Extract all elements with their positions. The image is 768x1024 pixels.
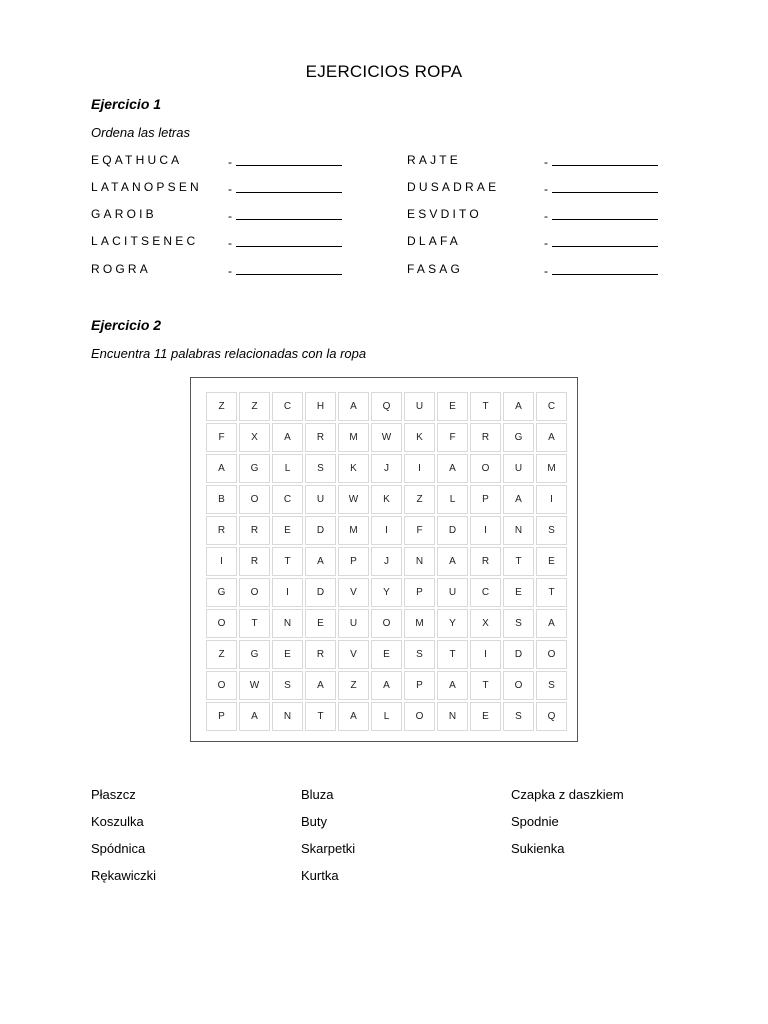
vocabulary-word: Bluza — [301, 787, 334, 802]
answer-blank[interactable] — [544, 153, 658, 169]
grid-cell[interactable]: Y — [437, 609, 468, 638]
grid-cell[interactable]: L — [437, 485, 468, 514]
grid-cell[interactable]: S — [272, 671, 303, 700]
grid-cell[interactable]: B — [206, 485, 237, 514]
word-search-frame — [190, 377, 578, 742]
grid-cell[interactable]: C — [470, 578, 501, 607]
page-title: EJERCICIOS ROPA — [305, 62, 463, 81]
grid-cell[interactable]: O — [239, 578, 270, 607]
grid-cell[interactable]: O — [239, 485, 270, 514]
grid-cell[interactable]: G — [239, 454, 270, 483]
grid-cell[interactable]: T — [305, 702, 336, 731]
scrambled-word: LATANOPSEN — [91, 180, 202, 194]
answer-dash: - — [228, 209, 232, 223]
grid-cell[interactable]: N — [437, 702, 468, 731]
scrambled-word: FASAG — [407, 262, 464, 276]
grid-cell[interactable]: V — [338, 578, 369, 607]
grid-cell[interactable]: T — [272, 547, 303, 576]
scrambled-row — [0, 234, 768, 254]
grid-cell[interactable]: T — [239, 609, 270, 638]
scrambled-word: DLAFA — [407, 234, 462, 248]
answer-blank[interactable] — [544, 180, 658, 196]
grid-cell[interactable]: P — [470, 485, 501, 514]
vocabulary-word: Płaszcz — [91, 787, 136, 802]
grid-cell[interactable]: Z — [206, 392, 237, 421]
grid-cell[interactable]: T — [470, 671, 501, 700]
grid-cell[interactable]: U — [437, 578, 468, 607]
exercise-1-instruction: Ordena las letras — [91, 125, 190, 140]
grid-cell[interactable]: C — [272, 392, 303, 421]
grid-cell[interactable]: P — [404, 671, 435, 700]
grid-cell[interactable]: X — [239, 423, 270, 452]
grid-cell[interactable]: O — [503, 671, 534, 700]
grid-cell[interactable]: Z — [404, 485, 435, 514]
grid-cell[interactable]: L — [371, 702, 402, 731]
grid-cell[interactable]: A — [536, 609, 567, 638]
grid-cell[interactable]: T — [503, 547, 534, 576]
scrambled-word: GAROIB — [91, 207, 157, 221]
grid-cell[interactable]: K — [371, 485, 402, 514]
grid-cell[interactable]: V — [338, 640, 369, 669]
grid-cell[interactable]: R — [470, 423, 501, 452]
grid-cell[interactable]: E — [272, 640, 303, 669]
grid-cell[interactable]: A — [437, 671, 468, 700]
grid-cell[interactable]: T — [536, 578, 567, 607]
grid-cell[interactable]: R — [239, 547, 270, 576]
grid-cell[interactable]: U — [404, 392, 435, 421]
grid-cell[interactable]: O — [371, 609, 402, 638]
grid-cell[interactable]: S — [305, 454, 336, 483]
grid-cell[interactable]: N — [272, 702, 303, 731]
grid-cell[interactable]: Y — [371, 578, 402, 607]
grid-cell[interactable]: T — [470, 392, 501, 421]
grid-cell[interactable]: F — [404, 516, 435, 545]
grid-cell[interactable]: A — [206, 454, 237, 483]
vocabulary-word: Spodnie — [511, 814, 559, 829]
grid-cell[interactable]: T — [437, 640, 468, 669]
grid-cell[interactable]: E — [272, 516, 303, 545]
answer-blank[interactable] — [544, 262, 658, 278]
answer-blank[interactable] — [228, 262, 342, 278]
grid-cell[interactable]: I — [272, 578, 303, 607]
grid-cell[interactable]: M — [338, 516, 369, 545]
grid-cell[interactable]: W — [239, 671, 270, 700]
scrambled-word: EQATHUCA — [91, 153, 183, 167]
answer-dash: - — [544, 264, 548, 278]
grid-cell[interactable]: Z — [239, 392, 270, 421]
grid-cell[interactable]: S — [503, 609, 534, 638]
grid-cell[interactable]: U — [305, 485, 336, 514]
grid-cell[interactable]: R — [305, 640, 336, 669]
grid-cell[interactable]: Q — [371, 392, 402, 421]
grid-cell[interactable]: R — [470, 547, 501, 576]
grid-cell[interactable]: M — [338, 423, 369, 452]
vocabulary-word: Spódnica — [91, 841, 146, 856]
grid-cell[interactable]: O — [206, 671, 237, 700]
grid-cell[interactable]: U — [503, 454, 534, 483]
grid-cell[interactable]: A — [437, 454, 468, 483]
vocabulary-word: Skarpetki — [301, 841, 356, 856]
grid-cell[interactable]: E — [470, 702, 501, 731]
grid-cell[interactable]: R — [239, 516, 270, 545]
grid-cell[interactable]: W — [338, 485, 369, 514]
answer-dash: - — [544, 182, 548, 196]
scrambled-word: ROGRA — [91, 262, 152, 276]
grid-cell[interactable]: A — [272, 423, 303, 452]
grid-cell[interactable]: D — [437, 516, 468, 545]
exercise-1-heading: Ejercicio 1 — [91, 96, 162, 112]
scrambled-row — [0, 207, 768, 227]
answer-blank[interactable] — [544, 234, 658, 250]
grid-cell[interactable]: I — [404, 454, 435, 483]
grid-cell[interactable]: A — [305, 547, 336, 576]
grid-cell[interactable]: H — [305, 392, 336, 421]
grid-cell[interactable]: I — [470, 640, 501, 669]
scrambled-word: RAJTE — [407, 153, 462, 167]
grid-cell[interactable]: J — [371, 454, 402, 483]
vocabulary-word: Sukienka — [511, 841, 565, 856]
answer-dash: - — [228, 155, 232, 169]
grid-cell[interactable]: O — [404, 702, 435, 731]
grid-cell[interactable]: C — [272, 485, 303, 514]
grid-cell[interactable]: P — [338, 547, 369, 576]
grid-cell[interactable]: I — [206, 547, 237, 576]
grid-cell[interactable]: G — [239, 640, 270, 669]
answer-dash: - — [228, 236, 232, 250]
grid-cell[interactable]: N — [404, 547, 435, 576]
grid-cell[interactable]: F — [437, 423, 468, 452]
grid-cell[interactable]: O — [206, 609, 237, 638]
vocabulary-word: Buty — [301, 814, 328, 829]
grid-cell[interactable]: M — [536, 454, 567, 483]
grid-cell[interactable]: W — [371, 423, 402, 452]
grid-cell[interactable]: P — [404, 578, 435, 607]
grid-cell[interactable]: Z — [206, 640, 237, 669]
grid-cell[interactable]: I — [470, 516, 501, 545]
answer-blank[interactable] — [228, 180, 342, 196]
grid-cell[interactable]: A — [338, 392, 369, 421]
grid-cell[interactable]: S — [536, 671, 567, 700]
answer-blank[interactable] — [228, 207, 342, 223]
exercise-2-heading: Ejercicio 2 — [91, 317, 162, 333]
scrambled-word: DUSADRAE — [407, 180, 500, 194]
exercise-2-instruction: Encuentra 11 palabras relacionadas con la ropa — [91, 346, 367, 361]
grid-cell[interactable]: A — [503, 392, 534, 421]
answer-dash: - — [544, 155, 548, 169]
grid-cell[interactable]: E — [371, 640, 402, 669]
grid-cell[interactable]: I — [371, 516, 402, 545]
grid-cell[interactable]: E — [536, 547, 567, 576]
grid-cell[interactable]: A — [503, 485, 534, 514]
answer-blank[interactable] — [544, 207, 658, 223]
grid-cell[interactable]: P — [206, 702, 237, 731]
grid-cell[interactable]: E — [305, 609, 336, 638]
answer-dash: - — [544, 209, 548, 223]
vocabulary-word: Koszulka — [91, 814, 144, 829]
grid-cell[interactable]: A — [437, 547, 468, 576]
grid-cell[interactable]: N — [503, 516, 534, 545]
grid-cell[interactable]: A — [536, 423, 567, 452]
grid-cell[interactable]: Z — [338, 671, 369, 700]
answer-dash: - — [544, 236, 548, 250]
grid-cell[interactable]: A — [338, 702, 369, 731]
vocabulary-word: Rękawiczki — [91, 868, 157, 883]
answer-dash: - — [228, 182, 232, 196]
grid-cell[interactable]: X — [470, 609, 501, 638]
grid-cell[interactable]: D — [305, 578, 336, 607]
scrambled-word: LACITSENEC — [91, 234, 199, 248]
grid-cell[interactable]: C — [536, 392, 567, 421]
grid-cell[interactable]: D — [503, 640, 534, 669]
grid-cell[interactable]: S — [404, 640, 435, 669]
grid-cell[interactable]: L — [272, 454, 303, 483]
grid-cell[interactable]: J — [371, 547, 402, 576]
grid-cell[interactable]: G — [503, 423, 534, 452]
grid-cell[interactable]: F — [206, 423, 237, 452]
grid-cell[interactable]: A — [371, 671, 402, 700]
scrambled-row — [0, 153, 768, 173]
grid-cell[interactable]: D — [305, 516, 336, 545]
answer-blank[interactable] — [228, 153, 342, 169]
grid-cell[interactable]: A — [305, 671, 336, 700]
vocabulary-word: Czapka z daszkiem — [511, 787, 624, 802]
answer-dash: - — [228, 264, 232, 278]
grid-cell[interactable]: A — [239, 702, 270, 731]
grid-cell[interactable]: O — [536, 640, 567, 669]
grid-cell[interactable]: K — [404, 423, 435, 452]
grid-cell[interactable]: R — [206, 516, 237, 545]
grid-cell[interactable]: K — [338, 454, 369, 483]
grid-cell[interactable]: Q — [536, 702, 567, 731]
word-search-grid — [205, 391, 568, 732]
grid-cell[interactable]: U — [338, 609, 369, 638]
grid-cell[interactable]: E — [437, 392, 468, 421]
grid-cell[interactable]: E — [503, 578, 534, 607]
grid-cell[interactable]: S — [503, 702, 534, 731]
scrambled-row — [0, 180, 768, 200]
grid-cell[interactable]: N — [272, 609, 303, 638]
grid-cell[interactable]: O — [470, 454, 501, 483]
grid-cell[interactable]: M — [404, 609, 435, 638]
answer-blank[interactable] — [228, 234, 342, 250]
grid-cell[interactable]: S — [536, 516, 567, 545]
scrambled-word: ESVDITO — [407, 207, 482, 221]
grid-cell[interactable]: R — [305, 423, 336, 452]
grid-cell[interactable]: I — [536, 485, 567, 514]
vocabulary-word: Kurtka — [301, 868, 339, 883]
grid-cell[interactable]: G — [206, 578, 237, 607]
scrambled-row — [0, 262, 768, 282]
